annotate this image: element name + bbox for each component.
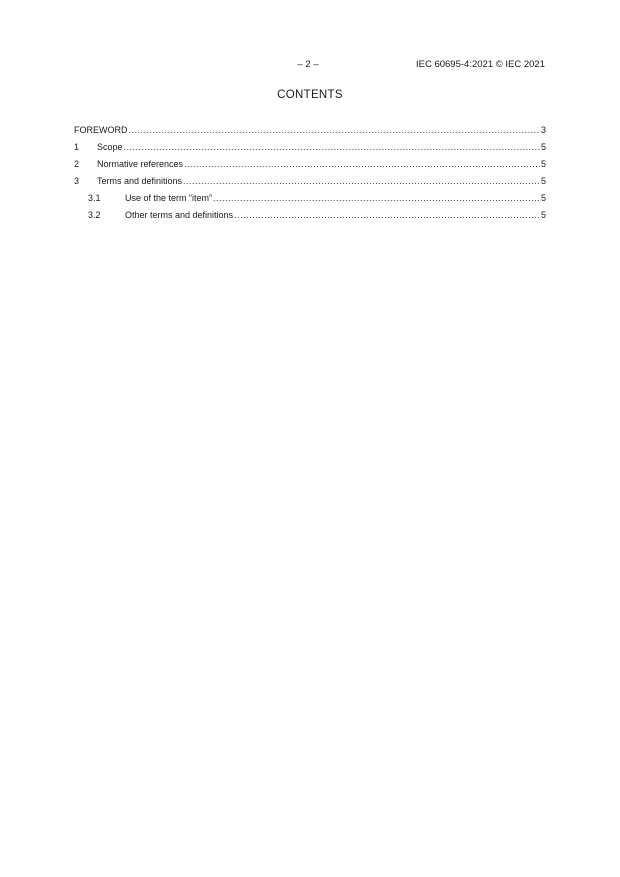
table-of-contents [74, 124, 546, 226]
toc-leader-dots [183, 175, 540, 188]
document-reference: IEC 60695-4:2021 © IEC 2021 [415, 59, 545, 70]
toc-entry-label: Other terms and definitions [125, 210, 234, 220]
toc-entry-terms-and-definitions[interactable] [74, 175, 546, 192]
toc-entry-page: 5 [540, 142, 546, 152]
toc-entry-label: Normative references [97, 159, 184, 169]
toc-entry-page: 5 [540, 193, 546, 203]
toc-entry-other-terms[interactable] [74, 209, 546, 226]
toc-leader-dots [184, 158, 540, 171]
toc-entry-number: 3.1 [88, 193, 101, 203]
toc-entry-foreword[interactable] [74, 124, 546, 141]
toc-entry-use-of-term-item[interactable] [74, 192, 546, 209]
toc-entry-label: FOREWORD [74, 125, 128, 135]
toc-entry-label: Use of the term “item” [125, 193, 213, 203]
toc-leader-dots [124, 141, 540, 154]
toc-entry-label: Terms and definitions [97, 176, 183, 186]
toc-entry-page: 3 [540, 125, 546, 135]
toc-entry-number: 2 [74, 159, 80, 169]
toc-entry-page: 5 [540, 210, 546, 220]
toc-entry-page: 5 [540, 159, 546, 169]
toc-leader-dots [213, 192, 540, 205]
toc-entry-page: 5 [540, 176, 546, 186]
contents-title: CONTENTS [277, 89, 343, 101]
toc-entry-number: 1 [74, 142, 80, 152]
toc-entry-number: 3.2 [88, 210, 101, 220]
toc-leader-dots [234, 209, 540, 222]
toc-entry-label: Scope [97, 142, 123, 152]
toc-entry-scope[interactable] [74, 141, 546, 158]
toc-entry-normative-references[interactable] [74, 158, 546, 175]
toc-leader-dots [129, 124, 540, 137]
page-number: – 2 – [297, 59, 319, 70]
toc-entry-number: 3 [74, 176, 80, 186]
